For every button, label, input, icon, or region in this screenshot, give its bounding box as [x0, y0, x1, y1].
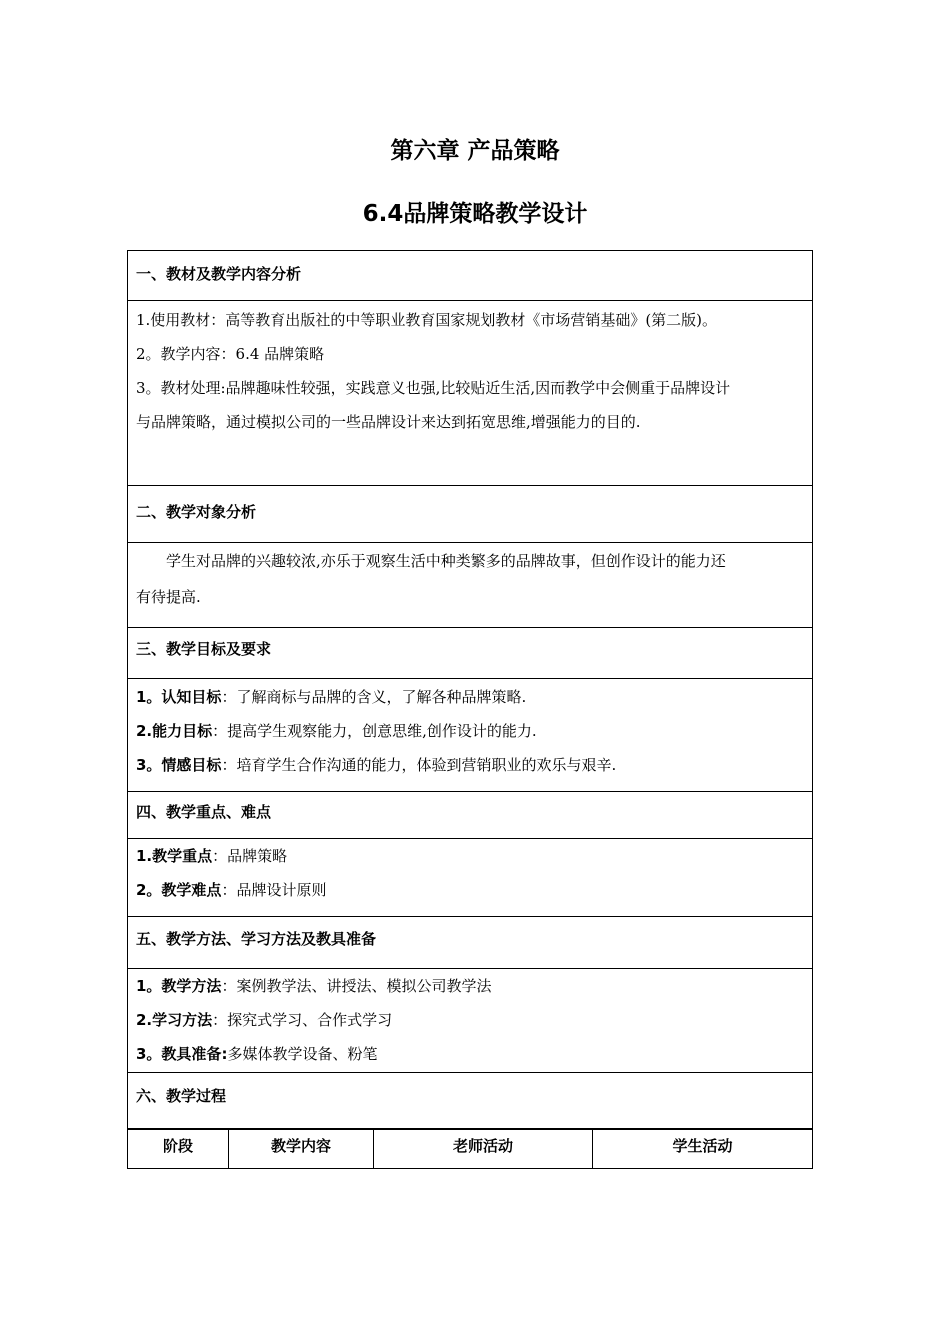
- lesson-title: 6.4品牌策略教学设计: [362, 201, 588, 227]
- goal-label: 2.能力目标: [136, 722, 213, 740]
- section-4-body: [128, 839, 813, 917]
- goal-label: 1。认知目标: [136, 688, 222, 706]
- section-heading: 一、教材及教学内容分析: [136, 265, 302, 283]
- text-line: 与品牌策略，通过模拟公司的一些品牌设计来达到拓宽思维,增强能力的目的.: [136, 413, 641, 431]
- column-header: 老师活动: [374, 1129, 593, 1169]
- section-3-header: [128, 628, 813, 679]
- text-line: 3。教材处理:品牌趣味性较强，实践意义也强,比较贴近生活,因而教学中会侧重于品牌设计: [136, 379, 731, 397]
- section-3-body: [128, 679, 813, 792]
- section-4-header: [128, 792, 813, 839]
- section-heading: 二、教学对象分析: [136, 503, 257, 521]
- method-item: 1。教学方法：案例教学法、讲授法、模拟公司教学法: [136, 977, 492, 995]
- section-heading: 三、教学目标及要求: [136, 640, 272, 658]
- section-1-body: [128, 301, 813, 486]
- section-heading: 五、教学方法、学习方法及教具准备: [136, 930, 377, 948]
- method-item: 3。教具准备:多媒体教学设备、粉笔: [136, 1045, 378, 1063]
- section-heading: 六、教学过程: [136, 1087, 227, 1105]
- process-table-header-row: [128, 1129, 813, 1169]
- column-header: 学生活动: [593, 1129, 813, 1169]
- column-header: 阶段: [128, 1129, 229, 1169]
- section-2-body: [128, 543, 813, 628]
- chapter-title: 第六章 产品策略: [390, 138, 560, 164]
- goal-label: 3。情感目标: [136, 756, 222, 774]
- section-1-header: [128, 251, 813, 301]
- goal-item: 2.能力目标：提高学生观察能力，创意思维,创作设计的能力.: [136, 722, 537, 740]
- section-heading: 四、教学重点、难点: [136, 803, 272, 821]
- section-5-header: [128, 917, 813, 969]
- section-6-header: [128, 1073, 813, 1130]
- key-point-item: 1.教学重点：品牌策略: [136, 847, 288, 865]
- lesson-plan-table: [127, 250, 813, 1130]
- goal-item: 1。认知目标：了解商标与品牌的含义，了解各种品牌策略.: [136, 688, 527, 706]
- section-2-header: [128, 486, 813, 543]
- process-table: [127, 1128, 813, 1169]
- text-line: 1.使用教材：高等教育出版社的中等职业教育国家规划教材《市场营销基础》(第二版)。: [136, 311, 718, 329]
- text-line: 有待提高.: [136, 588, 201, 606]
- text-line: 学生对品牌的兴趣较浓,亦乐于观察生活中种类繁多的品牌故事，但创作设计的能力还: [166, 552, 726, 570]
- method-item: 2.学习方法：探究式学习、合作式学习: [136, 1011, 393, 1029]
- key-point-item: 2。教学难点：品牌设计原则: [136, 881, 327, 899]
- goal-item: 3。情感目标：培育学生合作沟通的能力，体验到营销职业的欢乐与艰辛.: [136, 756, 617, 774]
- column-header: 教学内容: [229, 1129, 374, 1169]
- text-line: 2。教学内容：6.4 品牌策略: [136, 345, 325, 363]
- section-5-body: [128, 969, 813, 1073]
